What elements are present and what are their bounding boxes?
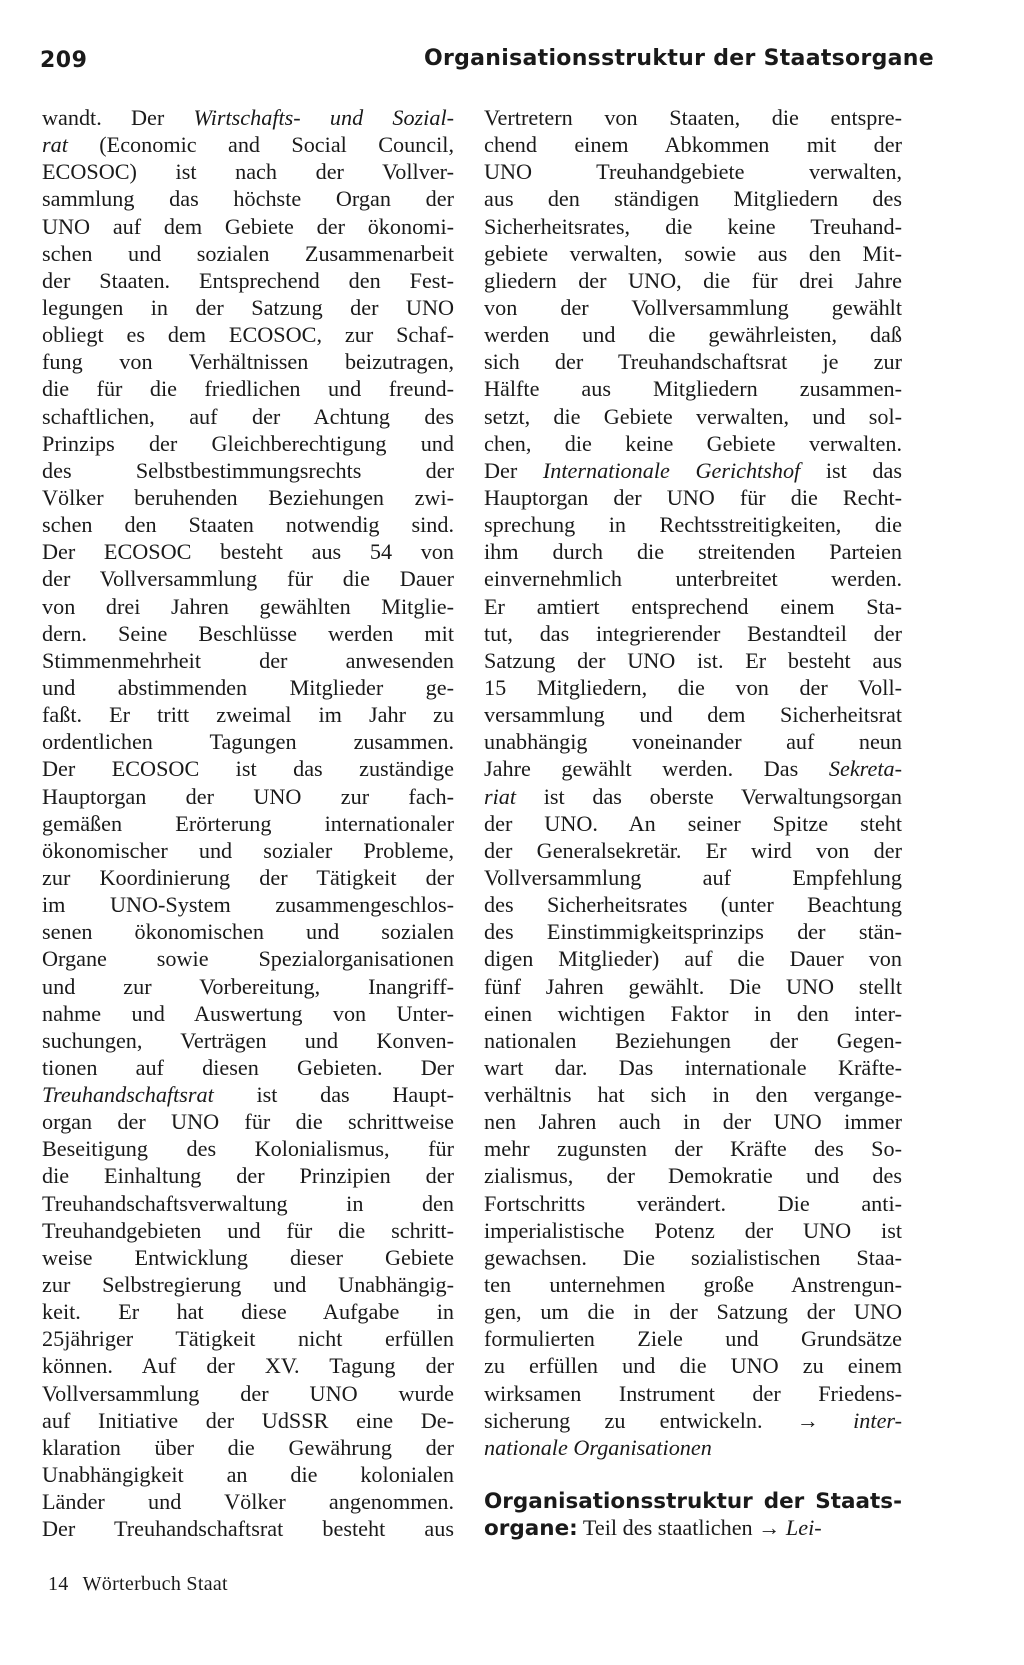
text-run: digen Mitglieder) auf die Dauer von: [484, 946, 902, 972]
text-line: [42, 1298, 454, 1325]
text-line: [42, 565, 454, 592]
text-run: obliegt es dem ECOSOC, zur Schaf-: [42, 322, 454, 348]
text-run: legungen in der Satzung der UNO: [42, 294, 454, 320]
left-text-column: [42, 104, 454, 1542]
text-run: Jahre gewählt werden. Das: [484, 756, 829, 782]
text-run: gebiete verwalten, sowie aus den Mit-: [484, 240, 902, 266]
text-run: Organe sowie Spezialorganisationen: [42, 946, 454, 972]
text-line: [484, 1298, 902, 1325]
text-line: [484, 837, 902, 864]
text-line: [42, 755, 454, 782]
italic-term: Wirtschafts- und Sozial-: [193, 105, 454, 130]
text-run: ordentlichen Tagungen zusammen.: [42, 729, 454, 755]
text-line: [42, 1135, 454, 1162]
text-line: [484, 891, 902, 918]
text-line: [484, 701, 902, 728]
italic-term: inter-: [853, 1407, 902, 1433]
text-run: senen ökonomischen und sozialen: [42, 919, 454, 945]
text-run: der Generalsekretär. Er wird von der: [484, 837, 902, 863]
text-line: [484, 1325, 902, 1352]
text-run: der UNO. An seiner Spitze steht: [484, 810, 902, 836]
text-line: [42, 593, 454, 620]
text-run: tut, das integrierender Bestandteil der: [484, 620, 902, 646]
text-line: [42, 321, 454, 348]
text-run: ihm durch die streitenden Parteien: [484, 539, 902, 565]
text-run: gen, um die in der Satzung der UNO: [484, 1299, 902, 1325]
text-run: 25jähriger Tätigkeit nicht erfüllen: [42, 1326, 454, 1352]
text-run: aus den ständigen Mitgliedern des: [484, 186, 902, 212]
text-run: sprechung in Rechtsstreitigkeiten, die: [484, 512, 902, 538]
text-run: dern. Seine Beschlüsse werden mit: [42, 620, 454, 646]
text-run: Länder und Völker angenommen.: [42, 1489, 454, 1515]
text-run: ist das oberste Verwaltungsorgan: [516, 783, 902, 809]
entry-crossref: Lei-: [785, 1515, 822, 1541]
text-line: [484, 185, 902, 212]
text-run: wirksamen Instrument der Friedens-: [484, 1380, 902, 1406]
text-run: formulierten Ziele und Grundsätze: [484, 1326, 902, 1352]
text-run: Der Treuhandschaftsrat besteht aus: [42, 1516, 454, 1542]
text-line: [42, 945, 454, 972]
text-line: [42, 1190, 454, 1217]
entry-heading-text: Organisationsstruktur der Staats-: [484, 1489, 902, 1515]
text-run: zur Koordinierung der Tätigkeit der: [42, 864, 454, 890]
text-run: einen wichtigen Faktor in den inter-: [484, 1000, 902, 1026]
text-run: Der: [484, 457, 543, 483]
text-line: [484, 783, 902, 810]
text-run: schen den Staaten notwendig sind.: [42, 512, 454, 538]
text-run: auf Initiative der UdSSR eine De-: [42, 1407, 454, 1433]
text-line: [484, 1244, 902, 1271]
text-line: [484, 1162, 902, 1189]
text-run: verhältnis hat sich in den vergange-: [484, 1082, 902, 1108]
text-line: [42, 375, 454, 402]
text-line: [42, 348, 454, 375]
text-run: Beseitigung des Kolonialismus, für: [42, 1136, 454, 1162]
text-run: Treuhandschaftsverwaltung in den: [42, 1190, 454, 1216]
text-run: im UNO-System zusammengeschlos-: [42, 892, 454, 918]
text-run: und abstimmenden Mitglieder ge-: [42, 674, 454, 700]
text-line: [42, 701, 454, 728]
text-run: UNO Treuhandgebiete verwalten,: [484, 159, 902, 185]
page-number: 209: [40, 48, 88, 73]
text-line: [42, 864, 454, 891]
text-run: organ der UNO für die schrittweise: [42, 1109, 454, 1135]
text-run: ökonomischer und sozialer Probleme,: [42, 837, 454, 863]
text-line: [42, 294, 454, 321]
text-line: [484, 810, 902, 837]
text-run: nen Jahren auch in der UNO immer: [484, 1109, 902, 1135]
text-run: Vollversammlung auf Empfehlung: [484, 864, 902, 890]
text-line: [42, 620, 454, 647]
text-line: [42, 918, 454, 945]
text-line: [42, 538, 454, 565]
text-run: nationalen Beziehungen der Gegen-: [484, 1027, 902, 1053]
text-line: [484, 674, 902, 701]
text-line: [42, 1515, 454, 1542]
text-line: [42, 1488, 454, 1515]
text-line: [484, 213, 902, 240]
text-line: [484, 267, 902, 294]
text-run: ECOSOC) ist nach der Vollver-: [42, 159, 454, 185]
text-run: fung von Verhältnissen beizutragen,: [42, 349, 454, 375]
entry-heading-end: organe:: [484, 1516, 578, 1542]
text-run: suchungen, Verträgen und Konven-: [42, 1027, 454, 1053]
entry-gap: [484, 1461, 902, 1487]
text-run: keit. Er hat diese Aufgabe in: [42, 1299, 454, 1325]
text-line: [484, 647, 902, 674]
text-run: weise Entwicklung dieser Gebiete: [42, 1244, 454, 1270]
text-line: [42, 973, 454, 1000]
text-run: Stimmenmehrheit der anwesenden: [42, 647, 454, 673]
text-line: [42, 1027, 454, 1054]
text-run: sicherung zu entwickeln. →: [484, 1407, 854, 1433]
text-run: Unabhängigkeit an die kolonialen: [42, 1462, 454, 1488]
text-line: [42, 457, 454, 484]
text-line: [42, 430, 454, 457]
text-run: 15 Mitgliedern, die von der Voll-: [484, 674, 902, 700]
text-run: schaftlichen, auf der Achtung des: [42, 403, 454, 429]
text-line: [42, 1000, 454, 1027]
text-run: ist das: [800, 457, 903, 483]
text-line: [484, 1380, 902, 1407]
text-line: [484, 864, 902, 891]
text-line: [42, 1380, 454, 1407]
text-line: [42, 728, 454, 755]
text-run: der Staaten. Entsprechend den Fest-: [42, 267, 454, 293]
italic-term: Sekreta-: [828, 756, 902, 782]
text-line: [484, 1217, 902, 1244]
text-run: können. Auf der XV. Tagung der: [42, 1353, 454, 1379]
page-footer: [48, 1573, 228, 1596]
text-line: [42, 1162, 454, 1189]
text-line: [484, 1135, 902, 1162]
text-line: [42, 267, 454, 294]
text-line: [42, 131, 454, 158]
text-line: [484, 375, 902, 402]
text-line: [484, 945, 902, 972]
text-run: von der Vollversammlung gewählt: [484, 294, 902, 320]
text-run: des Sicherheitsrates (unter Beachtung: [484, 892, 902, 918]
text-run: zu erfüllen und die UNO zu einem: [484, 1353, 902, 1379]
text-run: Hauptorgan der UNO zur fach-: [42, 783, 454, 809]
text-line: [484, 973, 902, 1000]
text-run: Hauptorgan der UNO für die Recht-: [484, 484, 902, 510]
italic-term: Treuhandschaftsrat: [42, 1082, 214, 1108]
text-run: ist das Haupt-: [213, 1082, 454, 1108]
text-line: [42, 1352, 454, 1379]
text-run: der Vollversammlung für die Dauer: [42, 566, 454, 592]
text-run: gewachsen. Die sozialistischen Staa-: [484, 1244, 902, 1270]
text-line: [484, 755, 902, 782]
text-line: [42, 837, 454, 864]
text-line: [484, 484, 902, 511]
text-line: [484, 728, 902, 755]
text-line: [42, 1407, 454, 1434]
text-run: klaration über die Gewährung der: [42, 1434, 454, 1460]
text-run: sammlung das höchste Organ der: [42, 186, 454, 212]
italic-term: nationale Organisationen: [484, 1434, 712, 1460]
text-line: [42, 1108, 454, 1135]
italic-term: riat: [484, 783, 517, 809]
text-run: Prinzips der Gleichberechtigung und: [42, 430, 454, 456]
text-line: [42, 403, 454, 430]
text-line: [484, 158, 902, 185]
running-head: Organisationsstruktur der Staatsorgane: [423, 46, 934, 71]
text-line: [484, 1434, 902, 1461]
text-line: [42, 1325, 454, 1352]
text-line: [484, 565, 902, 592]
text-run: faßt. Er tritt zweimal im Jahr zu: [42, 702, 454, 728]
text-run: sich der Treuhandschaftsrat je zur: [484, 349, 902, 375]
text-line: [42, 1081, 454, 1108]
text-line: [484, 593, 902, 620]
text-line: [42, 240, 454, 267]
text-line: [42, 1434, 454, 1461]
text-run: Vertretern von Staaten, die entspre-: [484, 105, 902, 130]
text-run: werden und die gewährleisten, daß: [484, 322, 902, 348]
text-run: mehr zugunsten der Kräfte des So-: [484, 1136, 902, 1162]
text-line: [42, 1271, 454, 1298]
text-line: [484, 1027, 902, 1054]
text-run: ten unternehmen große Anstrengun-: [484, 1272, 902, 1298]
text-run: die Einhaltung der Prinzipien der: [42, 1163, 454, 1189]
text-run: Hälfte aus Mitgliedern zusammen-: [484, 376, 902, 402]
text-line: [484, 918, 902, 945]
text-run: Er amtiert entsprechend einem Sta-: [484, 593, 902, 619]
text-run: UNO auf dem Gebiete der ökonomi-: [42, 213, 454, 239]
text-run: tionen auf diesen Gebieten. Der: [42, 1054, 454, 1080]
italic-term: Internationale Gerichtshof: [542, 457, 801, 483]
text-line: [484, 1108, 902, 1135]
text-run: die für die friedlichen und freund-: [42, 376, 454, 402]
text-run: fünf Jahren gewählt. Die UNO stellt: [484, 973, 902, 999]
text-run: (Economic and Social Council,: [67, 132, 454, 158]
text-run: Satzung der UNO ist. Er besteht aus: [484, 647, 902, 673]
text-run: Sicherheitsrates, die keine Treuhand-: [484, 213, 902, 239]
text-line: [42, 484, 454, 511]
text-line: [484, 294, 902, 321]
text-line: [42, 1054, 454, 1081]
text-line: [42, 213, 454, 240]
text-line: [42, 1217, 454, 1244]
text-run: von drei Jahren gewählten Mitglie-: [42, 593, 454, 619]
text-line: [42, 158, 454, 185]
text-run: Der ECOSOC ist das zuständige: [42, 756, 454, 782]
text-run: chend einem Abkommen mit der: [484, 132, 902, 158]
text-line: [484, 1271, 902, 1298]
text-line: [484, 403, 902, 430]
text-line: [484, 348, 902, 375]
text-run: nahme und Auswertung von Unter-: [42, 1000, 454, 1026]
text-line: [42, 511, 454, 538]
entry-definition-text: Teil des staatlichen →: [577, 1515, 786, 1541]
text-line: [42, 1461, 454, 1488]
text-line: [484, 457, 902, 484]
text-run: des Einstimmigkeitsprinzips der stän-: [484, 919, 902, 945]
text-line: [42, 810, 454, 837]
text-line: [42, 1244, 454, 1271]
text-line: [42, 104, 454, 131]
book-title: Wörterbuch Staat: [82, 1573, 228, 1595]
text-line: [484, 131, 902, 158]
text-line: [42, 891, 454, 918]
right-column-body: [484, 104, 902, 1461]
right-text-column: [484, 104, 902, 1541]
text-run: gemäßen Erörterung internationaler: [42, 810, 454, 836]
text-run: Vollversammlung der UNO wurde: [42, 1380, 454, 1406]
text-run: imperialistische Potenz der UNO ist: [484, 1217, 902, 1243]
text-run: wandt. Der: [42, 105, 194, 130]
text-line: [484, 430, 902, 457]
text-run: schen und sozialen Zusammenarbeit: [42, 240, 454, 266]
text-run: Der ECOSOC besteht aus 54 von: [42, 539, 454, 565]
text-line: [42, 674, 454, 701]
text-run: chen, die keine Gebiete verwalten.: [484, 430, 902, 456]
text-run: und zur Vorbereitung, Inangriff-: [42, 973, 454, 999]
text-run: versammlung und dem Sicherheitsrat: [484, 702, 902, 728]
text-line: [484, 1352, 902, 1379]
text-line: [484, 511, 902, 538]
text-run: Fortschritts verändert. Die anti-: [484, 1190, 902, 1216]
text-run: zialismus, der Demokratie und des: [484, 1163, 902, 1189]
text-line: [484, 620, 902, 647]
text-run: Völker beruhenden Beziehungen zwi-: [42, 484, 454, 510]
entry-heading: [484, 1487, 902, 1514]
text-run: Treuhandgebieten und für die schritt-: [42, 1217, 454, 1243]
text-run: einvernehmlich unterbreitet werden.: [484, 566, 902, 592]
text-line: [42, 783, 454, 810]
text-line: [42, 185, 454, 212]
text-line: [484, 321, 902, 348]
text-line: [484, 538, 902, 565]
entry-first-line: [484, 1514, 902, 1541]
text-line: [42, 647, 454, 674]
text-line: [484, 1054, 902, 1081]
text-run: setzt, die Gebiete verwalten, und sol-: [484, 403, 902, 429]
text-run: zur Selbstregierung und Unabhängig-: [42, 1272, 454, 1298]
text-line: [484, 1081, 902, 1108]
text-line: [484, 240, 902, 267]
italic-term: rat: [42, 132, 68, 158]
text-run: wart dar. Das internationale Kräfte-: [484, 1054, 902, 1080]
text-line: [484, 1407, 902, 1434]
printer-signature: 14: [48, 1573, 69, 1595]
text-line: [484, 1190, 902, 1217]
text-line: [484, 1000, 902, 1027]
text-run: gliedern der UNO, die für drei Jahre: [484, 267, 902, 293]
text-run: des Selbstbestimmungsrechts der: [42, 457, 454, 483]
text-line: [484, 104, 902, 131]
text-run: unabhängig voneinander auf neun: [484, 729, 902, 755]
